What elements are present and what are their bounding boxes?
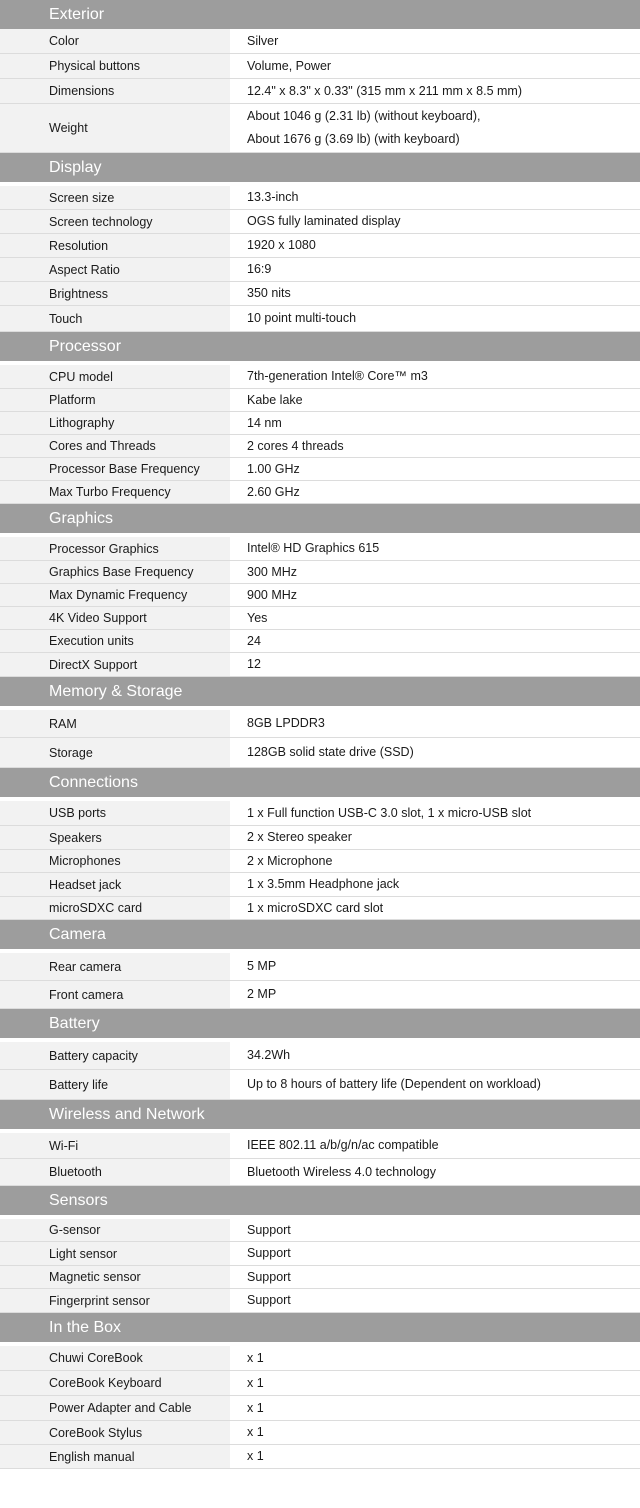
spec-label: Color — [0, 29, 230, 53]
spec-value-line: 1.00 GHz — [247, 461, 300, 476]
spec-label: Front camera — [0, 981, 230, 1008]
spec-value — [230, 873, 640, 896]
spec-value — [230, 653, 640, 676]
spec-value — [230, 953, 640, 980]
spec-label: Bluetooth — [0, 1159, 230, 1185]
spec-value — [230, 306, 640, 331]
spec-value — [230, 801, 640, 825]
spec-label: DirectX Support — [0, 653, 230, 676]
spec-row — [0, 738, 640, 768]
spec-row — [0, 537, 640, 561]
spec-label: microSDXC card — [0, 897, 230, 919]
spec-label: CoreBook Keyboard — [0, 1371, 230, 1395]
spec-value-line: x 1 — [247, 1449, 264, 1463]
spec-value-line: 300 MHz — [247, 564, 298, 579]
spec-value — [230, 850, 640, 872]
spec-label: Lithography — [0, 412, 230, 434]
spec-label: Screen technology — [0, 210, 230, 233]
spec-row — [0, 258, 640, 282]
spec-value — [230, 584, 640, 606]
spec-value-line: 2 x Stereo speaker — [247, 830, 352, 844]
spec-label: Cores and Threads — [0, 435, 230, 457]
spec-row — [0, 584, 640, 607]
spec-label: Storage — [0, 738, 230, 767]
section-heading-in-the-box: In the Box — [0, 1313, 640, 1342]
spec-value — [230, 981, 640, 1008]
spec-label: Fingerprint sensor — [0, 1289, 230, 1312]
spec-label: Platform — [0, 389, 230, 411]
spec-value — [230, 234, 640, 257]
spec-label: 4K Video Support — [0, 607, 230, 629]
spec-label: Battery life — [0, 1070, 230, 1099]
spec-row — [0, 607, 640, 630]
spec-label: Weight — [0, 104, 230, 152]
spec-value — [230, 435, 640, 457]
spec-value-line: Kabe lake — [247, 392, 303, 407]
spec-row — [0, 79, 640, 104]
spec-row — [0, 365, 640, 389]
spec-row — [0, 412, 640, 435]
spec-value — [230, 1266, 640, 1288]
spec-value — [230, 282, 640, 305]
spec-value — [230, 537, 640, 560]
spec-label: Chuwi CoreBook — [0, 1346, 230, 1370]
spec-value — [230, 365, 640, 388]
spec-value-line: x 1 — [247, 1425, 264, 1439]
spec-row — [0, 481, 640, 504]
spec-value-line: 24 — [247, 633, 261, 648]
spec-label: G-sensor — [0, 1219, 230, 1241]
spec-value-line: 2 x Microphone — [247, 853, 333, 868]
spec-value — [230, 561, 640, 583]
spec-label: English manual — [0, 1445, 230, 1468]
spec-label: Touch — [0, 306, 230, 331]
spec-value — [230, 104, 640, 152]
spec-label: USB ports — [0, 801, 230, 825]
spec-label: RAM — [0, 710, 230, 737]
spec-value-line: Support — [247, 1222, 291, 1237]
section-heading-display: Display — [0, 153, 640, 182]
section-heading-connections: Connections — [0, 768, 640, 797]
section-heading-memory-storage: Memory & Storage — [0, 677, 640, 706]
spec-value-line: x 1 — [247, 1375, 264, 1390]
spec-row — [0, 29, 640, 54]
spec-value-line: Support — [247, 1246, 291, 1260]
spec-value-line: 12 — [247, 657, 261, 671]
spec-value — [230, 1133, 640, 1158]
spec-label: Dimensions — [0, 79, 230, 103]
spec-row — [0, 1133, 640, 1159]
spec-label: Processor Base Frequency — [0, 458, 230, 480]
spec-value-line: 7th-generation Intel® Core™ m3 — [247, 369, 428, 383]
spec-value-line: 2 cores 4 threads — [247, 438, 344, 453]
spec-value — [230, 1289, 640, 1312]
spec-row — [0, 458, 640, 481]
spec-row — [0, 1396, 640, 1421]
spec-row — [0, 306, 640, 332]
spec-value-line: 1920 x 1080 — [247, 238, 316, 252]
spec-value — [230, 630, 640, 652]
spec-label: CoreBook Stylus — [0, 1421, 230, 1444]
spec-row — [0, 873, 640, 897]
spec-label: Speakers — [0, 826, 230, 849]
spec-label: Resolution — [0, 234, 230, 257]
spec-value-line: About 1046 g (2.31 lb) (without keyboard), — [247, 109, 481, 123]
spec-value — [230, 258, 640, 281]
spec-value — [230, 1396, 640, 1420]
spec-value-line: 350 nits — [247, 286, 291, 300]
spec-value-line: Up to 8 hours of battery life (Dependent on workload) — [247, 1077, 541, 1091]
spec-label: Max Turbo Frequency — [0, 481, 230, 503]
spec-row — [0, 1219, 640, 1242]
spec-row — [0, 801, 640, 826]
section-heading-wireless-and-network: Wireless and Network — [0, 1100, 640, 1129]
spec-value — [230, 738, 640, 767]
section-heading-graphics: Graphics — [0, 504, 640, 533]
spec-label: Graphics Base Frequency — [0, 561, 230, 583]
spec-value-line: x 1 — [247, 1400, 264, 1415]
spec-value-line: Silver — [247, 33, 279, 48]
spec-value-line: 10 point multi-touch — [247, 311, 357, 325]
spec-value — [230, 389, 640, 411]
spec-row — [0, 850, 640, 873]
spec-label: Microphones — [0, 850, 230, 872]
spec-label: Execution units — [0, 630, 230, 652]
spec-value — [230, 79, 640, 103]
spec-row — [0, 826, 640, 850]
spec-row — [0, 1042, 640, 1070]
spec-value — [230, 607, 640, 629]
spec-value — [230, 481, 640, 503]
spec-value-line: About 1676 g (3.69 lb) (with keyboard) — [247, 132, 460, 146]
spec-row — [0, 389, 640, 412]
spec-value — [230, 1445, 640, 1468]
spec-row — [0, 1289, 640, 1313]
spec-row — [0, 981, 640, 1009]
spec-value-line: Yes — [247, 610, 268, 625]
spec-value — [230, 1042, 640, 1069]
spec-row — [0, 54, 640, 79]
spec-value-line: Support — [247, 1293, 291, 1307]
spec-value-line: 1 x Full function USB-C 3.0 slot, 1 x micro-USB slot — [247, 805, 532, 820]
spec-label: Magnetic sensor — [0, 1266, 230, 1288]
section-heading-camera: Camera — [0, 920, 640, 949]
spec-value — [230, 1159, 640, 1185]
spec-row — [0, 1242, 640, 1266]
spec-value — [230, 412, 640, 434]
spec-value — [230, 458, 640, 480]
section-heading-sensors: Sensors — [0, 1186, 640, 1215]
spec-label: Wi-Fi — [0, 1133, 230, 1158]
spec-row — [0, 897, 640, 920]
spec-row — [0, 186, 640, 210]
spec-value-line: 34.2Wh — [247, 1048, 291, 1062]
spec-value-line: Bluetooth Wireless 4.0 technology — [247, 1164, 436, 1179]
spec-value-line: Intel® HD Graphics 615 — [247, 541, 380, 555]
spec-row — [0, 210, 640, 234]
spec-row — [0, 1070, 640, 1100]
spec-value-line: 1 x 3.5mm Headphone jack — [247, 877, 400, 891]
spec-label: CPU model — [0, 365, 230, 388]
spec-label: Aspect Ratio — [0, 258, 230, 281]
spec-value-line: 900 MHz — [247, 587, 298, 602]
spec-row — [0, 234, 640, 258]
spec-value-line: 1 x microSDXC card slot — [247, 900, 384, 915]
spec-row — [0, 1421, 640, 1445]
spec-label: Screen size — [0, 186, 230, 209]
spec-value — [230, 54, 640, 78]
spec-value — [230, 1346, 640, 1370]
spec-label: Processor Graphics — [0, 537, 230, 560]
spec-value — [230, 826, 640, 849]
spec-value-line: IEEE 802.11 a/b/g/n/ac compatible — [247, 1138, 439, 1152]
spec-value — [230, 1421, 640, 1444]
spec-value-line: 16:9 — [247, 262, 272, 276]
spec-row — [0, 104, 640, 153]
spec-value — [230, 1371, 640, 1395]
section-heading-exterior: Exterior — [0, 0, 640, 29]
spec-value-line: 2.60 GHz — [247, 484, 300, 499]
spec-value — [230, 1219, 640, 1241]
spec-value-line: 2 MP — [247, 987, 277, 1001]
spec-value — [230, 1070, 640, 1099]
spec-value-line: OGS fully laminated display — [247, 214, 401, 228]
spec-row — [0, 710, 640, 738]
spec-row — [0, 1445, 640, 1469]
spec-row — [0, 653, 640, 677]
spec-row — [0, 1266, 640, 1289]
spec-label: Power Adapter and Cable — [0, 1396, 230, 1420]
spec-label: Brightness — [0, 282, 230, 305]
spec-value — [230, 897, 640, 919]
spec-value-line: 12.4" x 8.3" x 0.33" (315 mm x 211 mm x 8.5 mm) — [247, 83, 522, 98]
section-heading-processor: Processor — [0, 332, 640, 361]
spec-row — [0, 953, 640, 981]
spec-value — [230, 210, 640, 233]
spec-value — [230, 29, 640, 53]
spec-row — [0, 1371, 640, 1396]
spec-value-line: 128GB solid state drive (SSD) — [247, 745, 414, 759]
spec-label: Max Dynamic Frequency — [0, 584, 230, 606]
spec-value-line: 14 nm — [247, 415, 282, 430]
spec-value — [230, 186, 640, 209]
spec-label: Battery capacity — [0, 1042, 230, 1069]
section-heading-battery: Battery — [0, 1009, 640, 1038]
spec-row — [0, 561, 640, 584]
spec-value-line: 5 MP — [247, 959, 277, 973]
spec-label: Physical buttons — [0, 54, 230, 78]
spec-value-line: Support — [247, 1269, 291, 1284]
spec-value — [230, 1242, 640, 1265]
spec-value — [230, 710, 640, 737]
spec-row — [0, 1159, 640, 1186]
spec-value-line: x 1 — [247, 1350, 264, 1365]
spec-label: Headset jack — [0, 873, 230, 896]
spec-row — [0, 435, 640, 458]
spec-value-line: Volume, Power — [247, 58, 332, 73]
spec-label: Rear camera — [0, 953, 230, 980]
spec-row — [0, 1346, 640, 1371]
spec-value-line: 8GB LPDDR3 — [247, 716, 325, 730]
spec-value-line: 13.3-inch — [247, 190, 299, 204]
spec-row — [0, 282, 640, 306]
spec-label: Light sensor — [0, 1242, 230, 1265]
spec-row — [0, 630, 640, 653]
